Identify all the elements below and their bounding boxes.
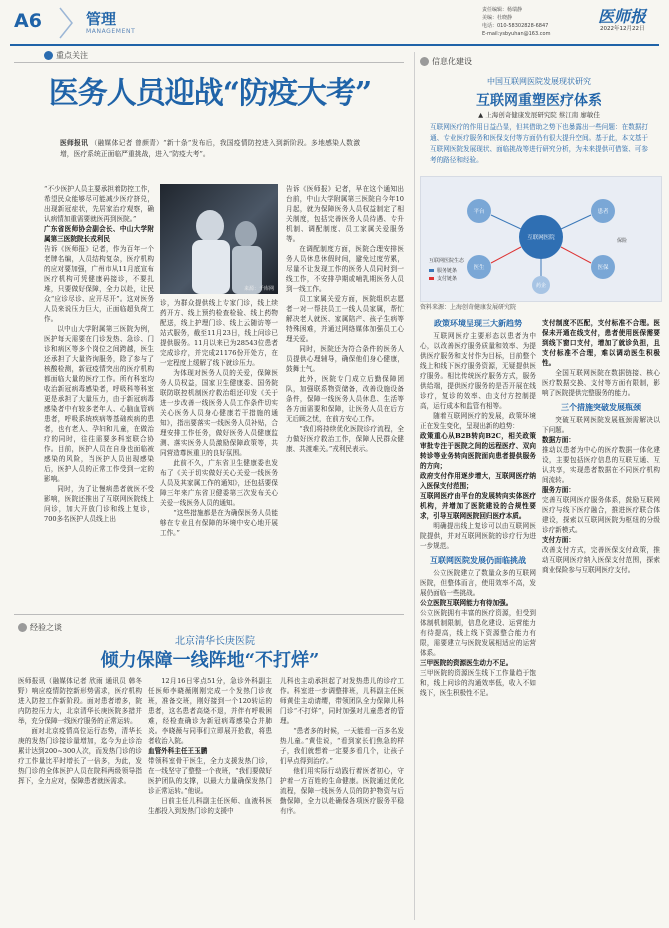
paragraph: 推动以患者为中心的医疗数据一体化建设，主要包括医疗信息的互联互通、互认共享，实现患者数据在不同医疗机构间流转。 — [542, 446, 660, 484]
article2-column-3 — [280, 676, 404, 816]
paragraph: 同时，医院还为符合条件的医务人员提供心理辅导，确保他们身心健康，鼓舞士气。 — [286, 345, 404, 373]
newspaper-logo: 医师报 — [598, 7, 647, 26]
section-title: 管理 — [86, 10, 117, 28]
paragraph: 以中山大学附属第三医院为例，医护每天需要在门诊发热、急诊、门诊和病区等多个岗位之间跨越，医生还承担了大量咨询服务，除了参与了核酸检测，新冠疫情突出的医疗机构都面临大量的医疗工作。所有科室均收治新冠病毒感染者，呼吸科等科室更是承担了大量压力，由于新冠病毒感染者中有较多老年人、心脑血管病患者，呼吸系统疾病等基础疾病的患者，也有老人、孕妇和儿童，在做治疗的同时，往往需要多科室联合协作。目前，医护人员在自身也面临被感染的风险，当医护人员出现感染后，医护人员的正常工作受到一定的影响。 — [44, 325, 154, 483]
intro-paragraph: 互联网医疗的作用日益凸显，但其借助之势下也暴露出一些问题：在数据打通、专业医疗服务和医保支付等方面仍有很大提升空间。基于此，本文基于互联网医院发展现状、面临挑战等进行研究分析，为未来提供可借鉴、可参考的路径和经验。 — [430, 123, 648, 164]
figure-label: 医保 — [597, 265, 609, 271]
headline: 医务人员迎战“防疫大考” — [48, 76, 372, 111]
paragraph: 此外，医院专门成立后勤保障团队，加强联系物资储备，改善设施设备条件，保障一线医务人员休息、生活等各方面需要和保障，让医务人员在后方无后顾之忧，在前方安心工作。 — [286, 375, 404, 423]
tag-dot-icon — [420, 57, 429, 66]
paragraph-bold: 支付方面： — [542, 536, 575, 544]
paragraph: 在调配制度方面，医院合理安排医务人员休息休假时间，避免过度劳累，尽量不让发现工作的医务人员同时到一线工作，不安排孕期或哺乳期医务人员到一线工作。 — [286, 245, 404, 293]
paragraph: 明确提出线上复诊可以由互联网医院提供，并对互联网医院的诊疗行为进一步规范。 — [420, 522, 536, 550]
paragraph: 他们用实际行动践行着医者初心，守护着一方百姓的生命健康。医院通过优化流程，保障一线医务人员的防护物资与后勤保障，全力以赴确保各项医疗服务平稳有序。 — [280, 767, 404, 815]
headline-2: 倾力保障一线阵地“不打烊” — [100, 650, 320, 671]
paragraph: “患者多的时候，一天能看一百多名发热儿童。”黄佳说，“看到家长们焦急的样子，我们就想着一定要多看几个，让孩子们早点得到治疗。” — [280, 727, 404, 765]
kicker: 中国互联网医院发展现状研究 — [487, 77, 591, 86]
photo-caption: 来源：千库网 — [243, 286, 274, 292]
paragraph: 随着互联网医疗的发展，政策环境正在发生变化，呈现出新的趋势： — [420, 412, 536, 430]
section-tag-experience — [18, 622, 62, 634]
paragraph-bold: 政府支付作用逐步增大，互联网医疗纳入医保支付范围； — [420, 472, 536, 490]
editor-line: E-mail:ysbyuhan@163.com — [482, 31, 551, 37]
paragraph: 医师报讯（融媒体记者 欣雨 通讯员 韩冬野）响应疫情防控新形势需求，医疗机构进入防控工作新阶段。面对患者增多，院内防控压力大，北京清华长庚医院多措并举，充分保障一线医疗服务的正常运转。 — [18, 677, 142, 725]
figure-label: 互联网医院 — [527, 235, 555, 241]
subheading: 三个措施突破发展瓶颈 — [561, 402, 641, 412]
figure-label: 平台 — [473, 209, 485, 215]
lead-paragraph — [60, 138, 360, 160]
paragraph-bold: 三甲医院的资源医生动力不足。 — [420, 659, 513, 667]
paragraph: 带领科室骨干医生，全力支援发热门诊，在一线坚守了整整一个夜班，“我们要做好医护团队的支撑，以最大力量确保发热门诊正常运转。”他说。 — [148, 757, 272, 795]
figure-caption: 资料来源：上海创奇健康发展研究院 — [420, 304, 517, 311]
editor-line: 责任编辑：杨瑞静 — [482, 7, 523, 13]
chevron-divider-icon — [56, 6, 76, 40]
paragraph: 全国互联网医院在数据链接、核心医疗数据交换、支付等方面有限制，影响了医院提供完整服务的能力。 — [542, 369, 660, 397]
kicker: 北京清华长庚医院 — [175, 636, 255, 647]
paragraph: 儿科也主动承担起了对发热患儿的诊疗工作。科室进一步调整排班，儿科副主任医师黄佳主动请缨，带领团队全力保障儿科门诊“不打烊”，同时加强对儿童患者的管理。 — [280, 677, 404, 725]
subheading: 互联网医院发展仍面临挑战 — [430, 555, 526, 565]
article2-column-2 — [148, 676, 272, 816]
issue-date: 2022年12月22日 — [600, 26, 645, 32]
headline-3: 互联网重塑医疗体系 — [476, 93, 602, 109]
paragraph: 为体现对医务人员的关爱，保障医务人员权益，国家卫生健康委、国务院联防联控机制医疗救治组还印发《关于进一步改善一线医务人员工作条件切实关心医务人员身心健康若干措施的通知》，指出要落实一线医务人员补贴，合理安排工作任务，做好医务人员健康监测、落实医务人员激励保障政策等，共同营造尊医重卫的良好氛围。 — [160, 369, 278, 457]
paragraph: 日前主任儿科副主任医师、血液科医生都投入到发热门诊的支援中 — [148, 797, 272, 815]
paragraph: 面对北京疫情高位运行态势，清华长庚的发热门诊接诊量增加，迄今为止诊治累计达到200~300人次，而发热门诊的诊疗工作量比平时增长了一倍多，为此，发热门诊的全体医护人员在院科两级领导指挥下，全力应对，保障患者就医需求。 — [18, 727, 142, 785]
paragraph: 改善支付方式，完善医保支付政策，推动互联网医疗纳入医保支付范围，探索商业保险参与互联网医疗支付。 — [542, 546, 660, 574]
article-column-3 — [286, 184, 404, 454]
section-tag-it — [420, 56, 472, 68]
paragraph-bold: 公立医院互联网能力有待加强。 — [420, 599, 513, 607]
tag-label: 信息化建设 — [432, 57, 472, 66]
page-header — [0, 0, 669, 44]
paragraph: 完善互联网医疗服务体系，鼓励互联网医疗与线下医疗融合，推进医疗联合体建设，探索以互联网医院为枢纽的分级诊疗新模式。 — [542, 496, 660, 534]
byline-lead: 医师报讯 — [60, 139, 89, 147]
article2-column-1 — [18, 676, 142, 786]
paragraph: 三甲医院的资源医生线下工作量趋于饱和，线上问诊的沟通效率低，收入不如线下，医生积极性不足。 — [420, 669, 536, 697]
editor-line: 美编：杜晓静 — [482, 15, 513, 21]
figure-label: 药企 — [535, 283, 546, 289]
article-photo — [160, 184, 278, 294]
byline-text: （融媒体记者 曾颜青）“新十条”发布后，我国疫情防控进入到新阶段。多地感染人数激增，医疗系统正面临严重挑战，进入“防疫大考”。 — [60, 139, 360, 158]
paragraph: 同时，为了让慢病患者就医不受影响，医院还推出了互联网医院线上问诊，加大开放门诊和线上复诊，700多名医护人员线上出 — [44, 485, 154, 523]
section-rule — [14, 614, 404, 615]
paragraph-bold: 血管外科主任王玉鹏 — [148, 747, 208, 755]
column-divider — [414, 52, 415, 920]
source-line: ▲ 上海创奇健康发展研究院 蔡江南 廖敏佳 — [478, 111, 600, 119]
editor-line: 电话：010-58302828-6847 — [482, 23, 549, 29]
right-column-b — [542, 318, 660, 575]
paragraph-bold: 广东省医师协会副会长、中山大学附属第三医院院长戎利民 — [44, 225, 154, 243]
paragraph-bold: 服务方面： — [542, 486, 575, 494]
header-rule — [10, 44, 659, 46]
figure-legend: 互联网医院生态 — [429, 258, 465, 264]
tag-dot-icon — [18, 623, 27, 632]
paragraph: 公立医院拥有丰富的医疗资源，但受到体制机制限制，信息化建设、运营能力有待提高，线上线下资源整合能力有限，需要建立与医院发展相适应的运营体系。 — [420, 609, 536, 657]
article-column-1 — [44, 184, 154, 524]
paragraph: 此前不久，广东省卫生健康委也发布了《关于切实做好关心关爱一线医务人员及其家属工作的通知》，还包括要保障三年来广东省卫健委第三次发布关心关爱一线医务人员的通知。 — [160, 459, 278, 507]
tag-dot-icon — [44, 51, 53, 60]
paragraph: 突破互联网医院发展瓶颈需解决以下问题。 — [542, 416, 660, 434]
figure-legend: 支付链条 — [437, 276, 458, 282]
paragraph: 告诉《医师报》记者，作为百年一个老牌名编，人员结构复杂，医疗机构的应对要加强，广州市从11月底宣布医疗机构可凭健康码接诊，不要扎堆，只要做好保障，全力以赴，让民众“应诊尽诊、应开尽开”。这对医务人员来说压力巨大，正面临超负荷工作。 — [44, 245, 154, 323]
paragraph: “不少医护人员主要承担着防控工作，希望民众能够尽可能减少医疗挤兑，出现新冠症状，先居家治疗观察，确认病情加重需要就医再到医院。” — [44, 185, 154, 223]
tag-rule — [14, 62, 404, 63]
paragraph-bold: 政策重心从B2B转向B2C，相关政策审批专注于医院之间的远程医疗、双向转诊等业务转向医院面向患者提供服务的方向； — [420, 432, 536, 470]
paragraph-bold: 数据方面： — [542, 436, 575, 444]
paragraph: 公立医院建立了数量众多的互联网医院，但整体而言，使用效率不高，发展仍面临一些挑战。 — [420, 569, 536, 597]
paragraph: 告诉《医师报》记者，早在这个通知出台前，中山大学附属第三医院自今年10月起，就为保障医务人员权益制定了相关制度，包括完善医务人员待遇、专升机制、调配制度、员工家属关爱服务等。 — [286, 185, 404, 243]
figure-label: 患者 — [597, 209, 609, 215]
paragraph: 诊，为群众提供线上专家门诊，线上续药开方、线上预约检查检验、线上药物配送，线上护理门诊、线上云随访等一站式服务，截至11月23日，线上问诊已提供服务。11月以来已为28543位患者完成诊疗，并完成21176份开处方，在一定程度上缓解了线下就诊压力。 — [160, 299, 278, 367]
subheading: 政策环境呈现三大新趋势 — [434, 318, 522, 328]
figure-label: 医生 — [473, 265, 485, 271]
paragraph: “我们将持续优化医院诊疗流程，全力做好医疗救治工作，保障人民群众健康、共渡难关。”戎利民表示。 — [286, 425, 404, 453]
section-title-en: MANAGEMENT — [86, 28, 136, 35]
right-column-a — [420, 318, 536, 698]
diagram-figure — [420, 176, 662, 302]
paragraph: 员工家属关爱方面，医院组织志愿者一对一帮扶员工一线人员家属，帮忙解决老人就医、家属陪产、孩子生病等特殊困难，并通过网络媒体加强员工心理关爱。 — [286, 295, 404, 343]
paragraph: 互联网医疗主要形态以患者为中心，以改善医疗服务质量和效率、为提供医疗服务和支付作为目标，目前整个线上和线下医疗服务资源，无疑提供医疗服务。相比传统医疗服务方式，服务供给端，提供医疗服务的是否开展在线诊疗，复诊的效率、由支付方控制提高，运行成本和监管有相等。 — [420, 332, 536, 410]
tag-label: 经验之谈 — [30, 623, 62, 632]
figure-label: 保险 — [617, 238, 628, 244]
page-number: A6 — [14, 10, 42, 32]
editor-info — [482, 6, 550, 38]
article-column-2 — [160, 298, 278, 538]
figure-legend: 服务链条 — [437, 268, 458, 274]
tag-label: 重点关注 — [56, 51, 88, 60]
paragraph-bold: 互联网医疗由平台的发展转向实体医疗机构，并增加了医院建设的合规性要求，引导互联网医院回归医疗本质。 — [420, 492, 536, 520]
section-tag-focus — [44, 50, 88, 62]
paragraph-bold: 支付制度不匹配，支付标准不合理。医保未开通在线支付，患者使用医保需要到线下窗口支付，增加了就诊负担，且支付标准不合理，难以调动医生积极性。 — [542, 319, 660, 367]
medical-staff-photo-icon — [160, 184, 278, 294]
paragraph: 12月16日零点51分，急诊外科副主任医师李晓薇刚刚完成一个发热门诊夜班，准备交班，刚好接到一个120转运的患者，这名患者高烧不退，并伴有呼吸困难，经检查确诊为新冠病毒感染合并肺炎。李晓薇与同事们立即展开抢救，将患者收治入院。 — [148, 677, 272, 745]
paragraph: “这些措施都是在为确保医务人员能够在专业且有保障的环境中安心地开展工作。” — [160, 509, 278, 537]
